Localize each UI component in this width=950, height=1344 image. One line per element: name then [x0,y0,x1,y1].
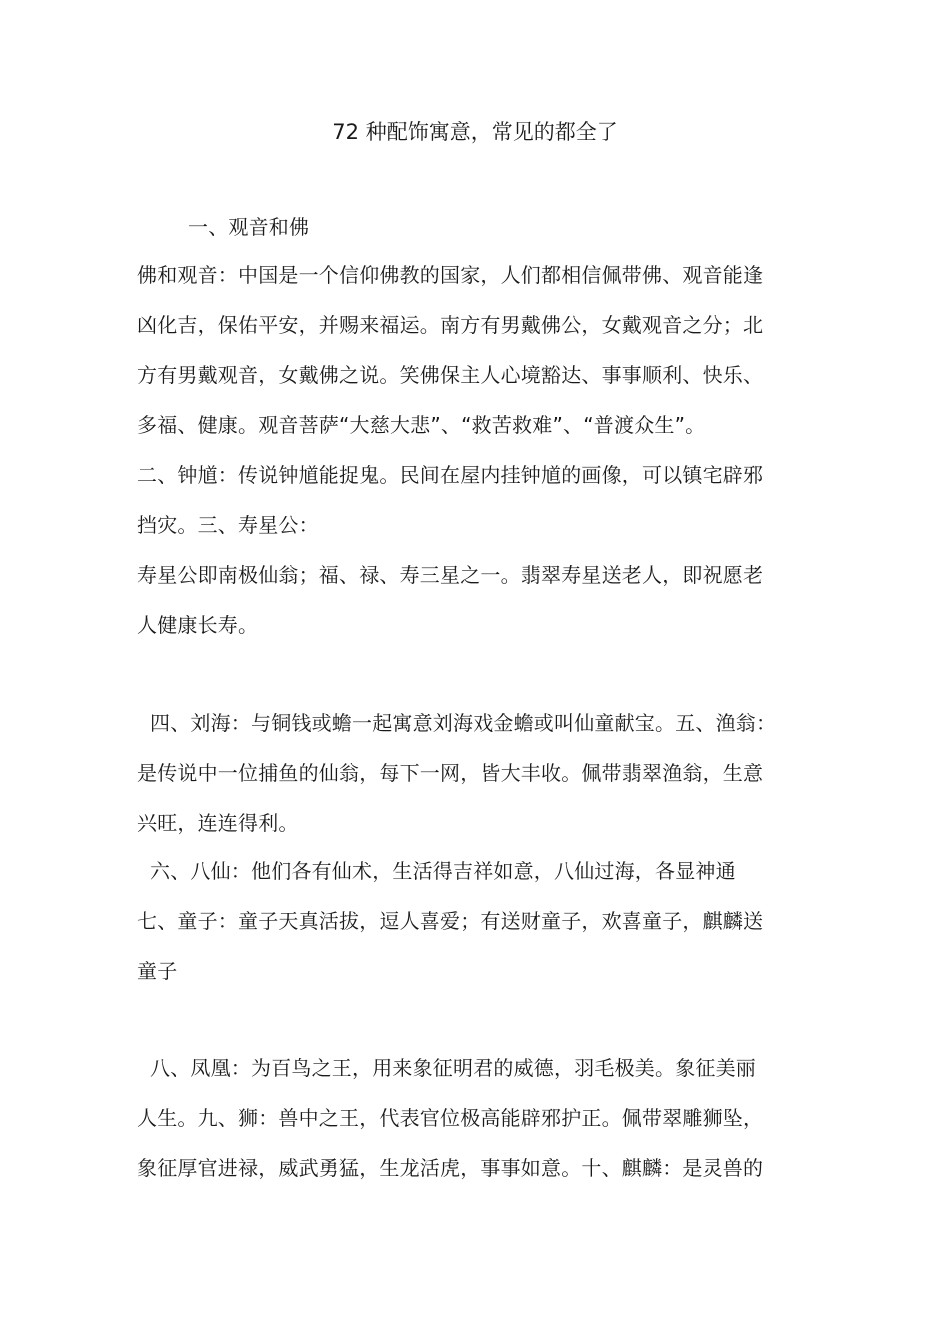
paragraph-line: 凶化吉，保佑平安，并赐来福运。南方有男戴佛公，女戴观音之分；北 [137,313,764,337]
paragraph-line: 人健康长寿。 [137,613,259,637]
paragraph-line: 七、童子：童子天真活拔，逗人喜爱；有送财童子，欢喜童子，麒麟送 [137,909,764,933]
paragraph-line: 佛和观音：中国是一个信仰佛教的国家，人们都相信佩带佛、观音能逢 [137,263,764,287]
section-heading: 一、观音和佛 [188,215,310,239]
paragraph-line: 象征厚官进禄，威武勇猛，生龙活虎，事事如意。十、麒麟：是灵兽的 [137,1156,764,1180]
paragraph-line: 方有男戴观音，女戴佛之说。笑佛保主人心境豁达、事事顺利、快乐、 [137,363,764,387]
paragraph-line: 是传说中一位捕鱼的仙翁，每下一网，皆大丰收。佩带翡翠渔翁，生意 [137,761,764,785]
paragraph-line: 二、钟馗：传说钟馗能捉鬼。民间在屋内挂钟馗的画像，可以镇宅辟邪 [137,463,764,487]
paragraph-line: 人生。九、狮：兽中之王，代表官位极高能辟邪护正。佩带翠雕狮坠， [137,1106,764,1130]
paragraph-line: 童子 [137,959,178,983]
paragraph-line: 八、凤凰：为百鸟之王，用来象征明君的威德，羽毛极美。象征美丽 [150,1056,756,1080]
paragraph-line: 六、八仙：他们各有仙术，生活得吉祥如意，八仙过海，各显神通 [150,859,736,883]
paragraph-line: 挡灾。三、寿星公： [137,513,319,537]
paragraph-line: 多福、健康。观音菩萨“大慈大悲”、“救苦救难”、“普渡众生”。 [137,413,706,437]
paragraph-line: 寿星公即南极仙翁；福、禄、寿三星之一。翡翠寿星送老人，即祝愿老 [137,563,764,587]
paragraph-line: 兴旺，连连得利。 [137,811,299,835]
paragraph-line: 四、刘海：与铜钱或蟾一起寓意刘海戏金蟾或叫仙童献宝。五、渔翁： [150,711,777,735]
document-title: 72 种配饰寓意，常见的都全了 [332,120,618,144]
